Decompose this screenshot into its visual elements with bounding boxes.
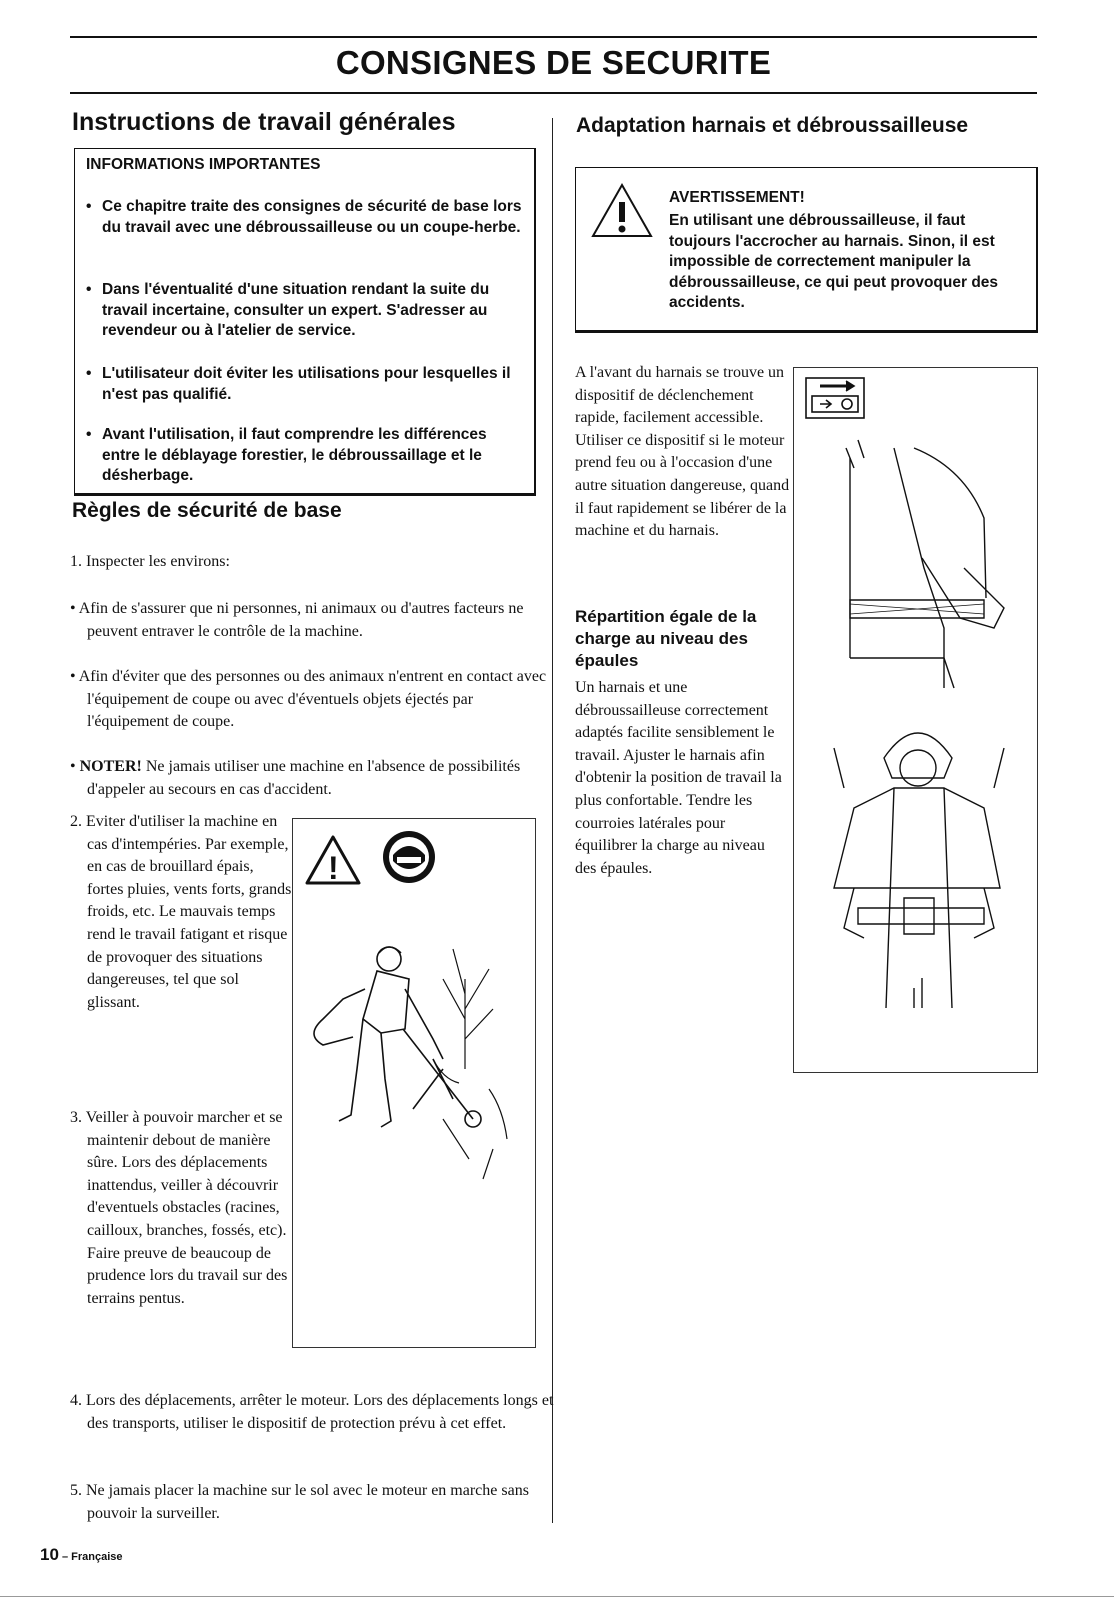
section-heading-general: Instructions de travail générales xyxy=(72,108,456,136)
harness-adjust-paragraph: Un harnais et une débroussailleuse correctement adaptés facilite sensiblement le travail. Ajuster le harnais afin d'obtenir la position de travail la plus confortable. Tendre les courroies latérales pour équilibrer la charge au niveau des épaules. xyxy=(575,679,782,877)
operator-figure xyxy=(314,947,481,1127)
section-heading-harness: Adaptation harnais et débroussailleuse xyxy=(576,114,969,137)
list-bullet-c: • NOTER! Ne jamais utiliser une machine en l'absence de possibilités d'appeler au secours en cas d'accident. xyxy=(70,758,521,798)
page-number: 10 xyxy=(40,1545,59,1564)
list-item-5: 5. Ne jamais placer la machine sur le sol avec le moteur en marche sans pouvoir la surveiller. xyxy=(70,1482,529,1522)
warning-triangle-icon xyxy=(590,182,654,240)
info-box-title: INFORMATIONS IMPORTANTES xyxy=(86,156,321,173)
warning-text: En utilisant une débroussailleuse, il faut toujours l'accrocher au harnais. Sinon, il est impossible de correctement manipuler la débroussailleuse, ce qui peut provoquer des accidents. xyxy=(669,212,999,312)
harness-side-figure xyxy=(846,440,1004,688)
title-rule xyxy=(70,92,1037,94)
list-item-2: 2. Eviter d'utiliser la machine en cas d'intempéries. Par exemple, en cas de brouillard épais, fortes pluies, vents forts, grands froids, etc. Le mauvais temps rend le travail fatigant et risque de provoquer des situations dangereuses, tel que sol glissant. xyxy=(70,813,292,1011)
footer-language: – Française xyxy=(58,1551,123,1563)
svg-text:!: ! xyxy=(328,850,339,886)
harness-front-figure xyxy=(834,733,1004,1008)
list-item-3: 3. Veiller à pouvoir marcher et se maintenir debout de manière sûre. Lors des déplacements inattendus, veiller à découvrir d'eventuels obstacles (racines, cailloux, branches, fossés, etc). Faire preuve de beaucoup de prudence lors du travail sur des terrains pentus. xyxy=(70,1109,288,1307)
brush-plant-icon xyxy=(433,949,507,1179)
list-bullet-b: • Afin d'éviter que des personnes ou des animaux n'entrent en contact avec l'équipement de coupe ou avec d'éventuels objets éjectés par l'équipement de coupe. xyxy=(70,668,547,731)
subheading-load-distribution: Répartition égale de la charge au niveau des épaules xyxy=(575,607,757,670)
info-bullet: • Ce chapitre traite des consignes de sécurité de base lors du travail avec une débroussailleuse ou un coupe-herbe. xyxy=(86,198,522,236)
harness-illustration xyxy=(794,368,1037,1072)
info-bullet: • Avant l'utilisation, il faut comprendre les différences entre le déblayage forestier, le débroussaillage et le désherbage. xyxy=(86,426,487,484)
info-bullet: • L'utilisateur doit éviter les utilisations pour lesquelles il n'est pas qualifié. xyxy=(86,365,511,403)
operator-illustration-frame xyxy=(292,818,536,1348)
section-heading-rules: Règles de sécurité de base xyxy=(72,499,342,522)
harness-illustration-frame xyxy=(793,367,1038,1073)
warning-title: AVERTISSEMENT! xyxy=(669,189,805,206)
top-rule xyxy=(70,36,1037,38)
bottom-rule xyxy=(0,1596,1114,1597)
info-bullet: • Dans l'éventualité d'une situation rendant la suite du travail incertaine, consulter un expert. S'adresser au revendeur ou à l'atelier de service. xyxy=(86,281,490,339)
quick-release-paragraph: A l'avant du harnais se trouve un dispositif de déclenchement rapide, facilement accessible. Utiliser ce dispositif si le moteur prend feu ou à l'occasion d'une autre situation dangereuse, quand il faut rapidement se libérer de la machine et du harnais. xyxy=(575,364,790,540)
operator-illustration xyxy=(293,819,535,1347)
page-title: CONSIGNES DE SECURITE xyxy=(335,44,772,81)
list-bullet-a: • Afin de s'assurer que ni personnes, ni animaux ou d'autres facteurs ne peuvent entraver le contrôle de la machine. xyxy=(70,600,524,640)
page-footer xyxy=(40,1545,123,1565)
quick-release-icon xyxy=(806,378,864,418)
list-item-4: 4. Lors des déplacements, arrêter le moteur. Lors des déplacements longs et des transports, utiliser le dispositif de protection prévu à cet effet. xyxy=(70,1392,554,1432)
protective-gear-icon xyxy=(383,831,435,883)
note-label: NOTER! xyxy=(79,758,142,775)
list-item-1: 1. Inspecter les environs: xyxy=(70,553,230,570)
column-divider xyxy=(552,118,553,1523)
